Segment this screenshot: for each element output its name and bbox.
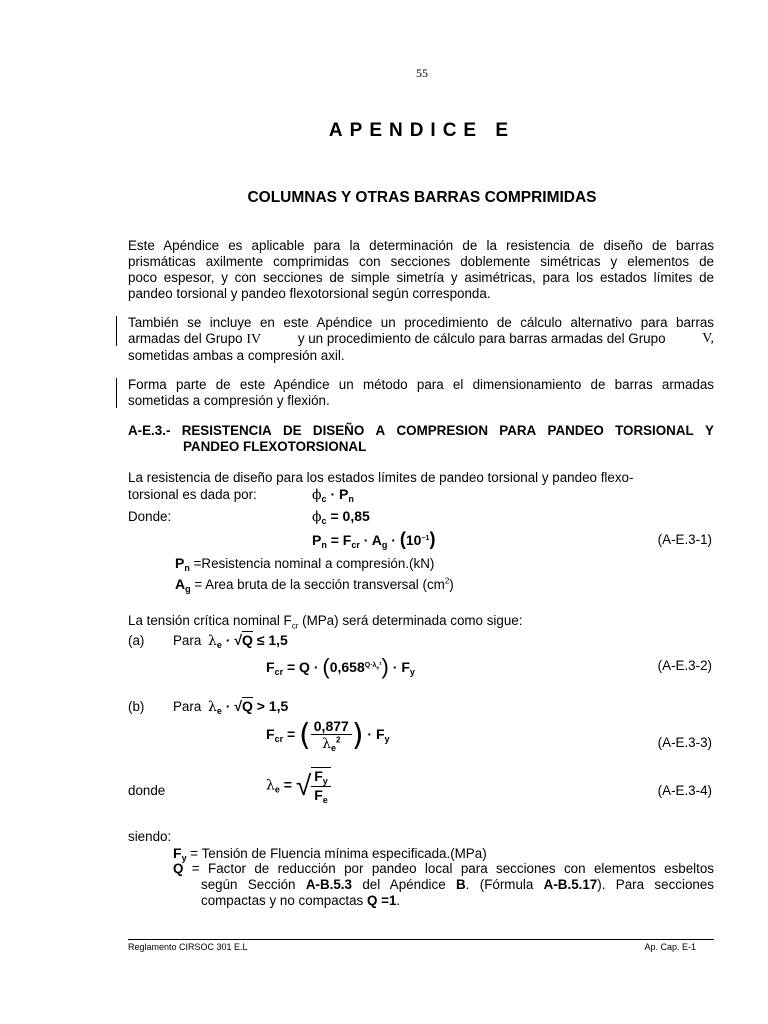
heading-word: PANDEO bbox=[547, 423, 604, 438]
critical-stress-intro: La tensión crítica nominal $F_{cr}$ (MPa) será determinada como sigue: bbox=[128, 613, 523, 631]
heading-word: PARA bbox=[499, 423, 537, 438]
change-bar bbox=[116, 378, 117, 408]
text-fragment: armadas del Grupo IV bbox=[128, 331, 262, 347]
text-line: compactas y no compactas Q =1. bbox=[201, 893, 401, 908]
text-line: prismáticas axilmente comprimidas con secciones doblemente simétricas y elementos de bbox=[128, 254, 714, 269]
q-definition bbox=[173, 861, 714, 909]
ag-definition: $A_g$ = Area bruta de la sección transversal $(cm^2)$ bbox=[175, 576, 454, 594]
text-line bbox=[128, 331, 714, 348]
heading-continuation: PANDEO FLEXOTORSIONAL bbox=[183, 439, 367, 454]
text-line: También se incluye en este Apéndice un procedimiento de cálculo alternativo para barras bbox=[128, 315, 714, 330]
equation-ref: (A-E.3-2) bbox=[657, 658, 712, 673]
phi-c-formula: $\phi_c = 0,85$ bbox=[312, 508, 370, 526]
footer-right: Ap. Cap. E-1 bbox=[644, 942, 696, 952]
paragraph-intro bbox=[128, 238, 714, 302]
fcr-formula-a: $F_{cr} = Q \cdot (0,658^{Q\cdot\lambda_e^2}) \cdot F_y$ bbox=[266, 654, 415, 679]
text-fragment: V, bbox=[702, 331, 714, 346]
resistance-line-2: torsional es dada por: bbox=[128, 487, 257, 502]
fcr-formula-b: $F_{cr}$ = ( $\frac{0,877}{\lambda_e^2}$ ) · $F_y$ bbox=[266, 718, 390, 753]
case-a-label: (a) bbox=[128, 633, 145, 648]
heading-word: DISEÑO bbox=[312, 423, 365, 438]
heading-word: DE bbox=[283, 423, 302, 438]
heading-word: A bbox=[375, 423, 386, 438]
heading-word: RESISTENCIA bbox=[181, 423, 272, 438]
phi-pn-formula: $\phi_c \cdot P_n$ bbox=[312, 486, 354, 504]
paragraph-design-method bbox=[128, 377, 714, 409]
case-b-para: Para bbox=[173, 699, 202, 714]
case-b-condition: $\lambda_e \cdot √Q > 1,5$ bbox=[208, 698, 289, 716]
footer-left: Reglamento CIRSOC 301 E.L bbox=[128, 942, 248, 952]
heading-word: COMPRESION bbox=[396, 423, 488, 438]
text-line: poco espesor, y con secciones de simple simetría y asimétricas, para los estados límites de bbox=[128, 270, 714, 285]
appendix-title: APENDICE E bbox=[328, 120, 516, 141]
footer-rule bbox=[128, 939, 714, 940]
text-line: sometidas a compresión y flexión. bbox=[128, 393, 330, 408]
heading-word: A-E.3.- bbox=[128, 423, 171, 438]
fraction: $\frac{0,877}{\lambda_e^2}$ bbox=[311, 718, 352, 753]
equation-ref: (A-E.3-3) bbox=[657, 735, 712, 750]
case-b-label: (b) bbox=[128, 699, 145, 714]
case-a-condition: $\lambda_e \cdot √Q \le 1,5$ bbox=[208, 632, 288, 650]
section-heading bbox=[128, 423, 714, 455]
fy-definition: $F_y$ = Tensión de Fluencia mínima especificada.(MPa) bbox=[173, 845, 487, 863]
fraction: $\frac{F_y}{F_e}$ bbox=[311, 767, 331, 805]
donde-label-2: donde bbox=[128, 783, 166, 798]
text-line: pandeo torsional y pandeo flexotorsional según corresponda. bbox=[128, 286, 491, 301]
text-line: Forma parte de este Apéndice un método para el dimensionamiento de barras armadas bbox=[128, 377, 714, 392]
pn-definition: $P_n$ =Resistencia nominal a compresión.(kN) bbox=[175, 555, 435, 573]
case-a-para: Para bbox=[173, 633, 202, 648]
donde-label: Donde: bbox=[128, 509, 172, 524]
equation-ref: (A-E.3-1) bbox=[657, 532, 712, 547]
page-number: 55 bbox=[416, 66, 428, 80]
text-line: según Sección A-B.5.3 del Apéndice B. (Fórmula A-B.5.17). Para secciones bbox=[201, 877, 714, 892]
heading-word: Y bbox=[705, 423, 714, 438]
heading-line bbox=[128, 423, 714, 439]
text-line: Este Apéndice es aplicable para la determinación de la resistencia de diseño de barras bbox=[128, 238, 714, 253]
text-line: sometidas ambas a compresión axil. bbox=[128, 348, 345, 363]
change-bar bbox=[116, 316, 117, 346]
heading-word: TORSIONAL bbox=[615, 423, 694, 438]
resistance-line-1: La resistencia de diseño para los estados límites de pandeo torsional y pandeo flexo- bbox=[128, 470, 634, 485]
pn-formula: $P_n = F_{cr} \cdot A_g \cdot (10^{-1})$ bbox=[312, 529, 436, 550]
section-subtitle: COLUMNAS Y OTRAS BARRAS COMPRIMIDAS bbox=[247, 189, 597, 206]
siendo-label: siendo: bbox=[128, 829, 172, 844]
lambda-e-formula: $\lambda_e$ = √ $\frac{F_y}{F_e}$ bbox=[266, 767, 331, 805]
equation-ref: (A-E.3-4) bbox=[657, 783, 712, 798]
text-fragment: y un procedimiento de cálculo para barras armadas del Grupo bbox=[297, 331, 666, 346]
text-line: Q = Factor de reducción por pandeo local para secciones con elementos esbeltos bbox=[173, 861, 714, 876]
paragraph-alternative-procedure bbox=[128, 315, 714, 364]
